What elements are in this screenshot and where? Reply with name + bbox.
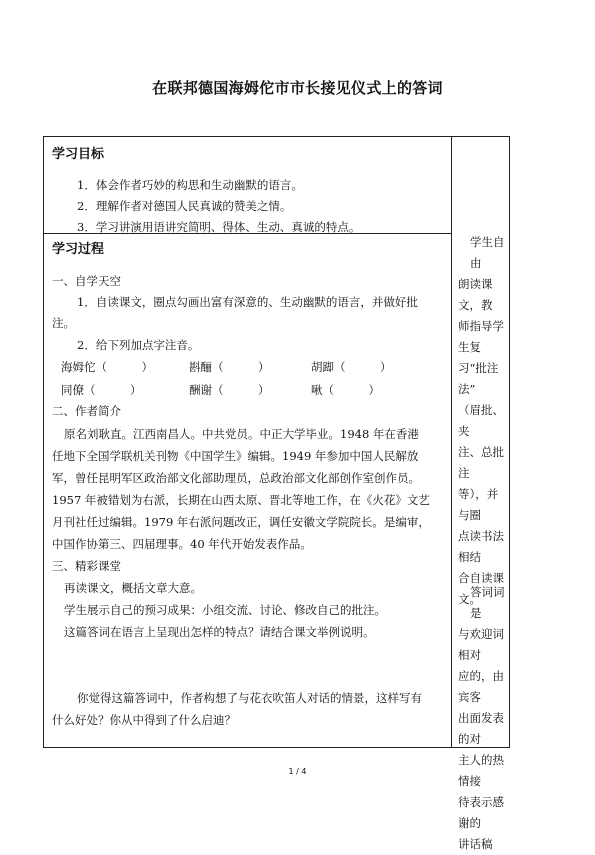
note-line: 习“批注法” — [458, 361, 499, 396]
goal-item: 2．理解作者对德国人民真诚的赞美之情。 — [77, 199, 292, 213]
bio-line: 1957 年被错划为右派，长期在山西太原、晋北等地工作，在《火花》文艺 — [52, 493, 430, 507]
note-line: 学生自由 — [470, 235, 505, 270]
note-line: 主人的热情接 — [458, 753, 504, 788]
note-line: 应的，由宾客 — [458, 669, 504, 704]
pinyin-item: 斟酾（ ） — [189, 360, 270, 374]
note-line: 与欢迎词相对 — [458, 627, 504, 662]
process-heading: 学习过程 — [52, 242, 105, 257]
teaching-note-1 — [458, 232, 506, 610]
pinyin-item: 酬谢（ ） — [189, 383, 270, 397]
document-title: 在联邦德国海姆佗市市长接见仪式上的答词 — [152, 79, 443, 97]
column-divider — [451, 137, 452, 747]
bio-line: 原名刘耿直。江西南昌人。中共党员。中正大学毕业。1948 年在香港 — [64, 427, 419, 441]
exercise-text: 注。 — [52, 316, 75, 330]
exercise-text: 2．给下列加点字注音。 — [77, 338, 200, 352]
question-text: 什么好处？你从中得到了什么启迪？ — [52, 713, 236, 727]
pinyin-item: 胡踋（ ） — [311, 360, 392, 374]
goal-item: 1．体会作者巧妙的构思和生动幽默的语言。 — [77, 178, 303, 192]
note-line: 点读书法相结 — [458, 529, 504, 564]
pinyin-item: 海姆佗（ ） — [61, 360, 153, 374]
section-title: 一、自学天空 — [52, 274, 121, 288]
page-number: 1 / 4 — [288, 767, 307, 776]
goals-heading: 学习目标 — [52, 147, 105, 162]
note-line: 朗读课文，教 — [458, 277, 493, 312]
note-line: 讲话稿 — [458, 837, 493, 851]
note-line: 注、总批注 — [458, 445, 504, 480]
note-line: （眉批、夹 — [458, 403, 504, 438]
note-line: 答词词是 — [470, 585, 505, 620]
bio-line: 任地下全国学联机关刊物《中国学生》编辑。1949 年参加中国人民解放 — [52, 449, 419, 463]
exercise-text: 1．自读课文，圈点勾画出富有深意的、生动幽默的语言，并做好批 — [77, 295, 418, 309]
section-title: 三、精彩课堂 — [52, 559, 121, 573]
question-text: 你觉得这篇答词中，作者构想了与花衣吹笛人对话的情景，这样写有 — [77, 691, 422, 705]
note-line: 出面发表的对 — [458, 711, 504, 746]
classroom-line: 再读课文，概括文章大意。 — [64, 581, 202, 595]
pinyin-item: 啾（ ） — [311, 383, 380, 397]
section-title: 二、作者简介 — [52, 404, 121, 418]
note-line: 等），并与圈 — [458, 487, 499, 522]
bio-line: 军，曾任昆明军区政治部文化部助理员，总政治部文化部创作室创作员。 — [52, 471, 420, 485]
note-line: 师指导学生复 — [458, 319, 504, 354]
note-line: 合自读课文。 — [458, 571, 504, 606]
note-line: 待表示感谢的 — [458, 795, 504, 830]
goal-item: 3．学习讲演用语讲究简明、得体、生动、真诚的特点。 — [77, 220, 361, 234]
teaching-note-2 — [458, 582, 506, 855]
pinyin-item: 同僚（ ） — [61, 383, 142, 397]
bio-line: 月刊社任过编辑。1979 年右派问题改正，调任安徽文学院院长。是编审， — [52, 515, 430, 529]
classroom-line: 学生展示自己的预习成果：小组交流、讨论、修改自己的批注。 — [64, 603, 386, 617]
classroom-line: 这篇答词在语言上呈现出怎样的特点？请结合课文举例说明。 — [64, 625, 375, 639]
bio-line: 中国作协第三、四届理事。40 年代开始发表作品。 — [52, 537, 312, 551]
